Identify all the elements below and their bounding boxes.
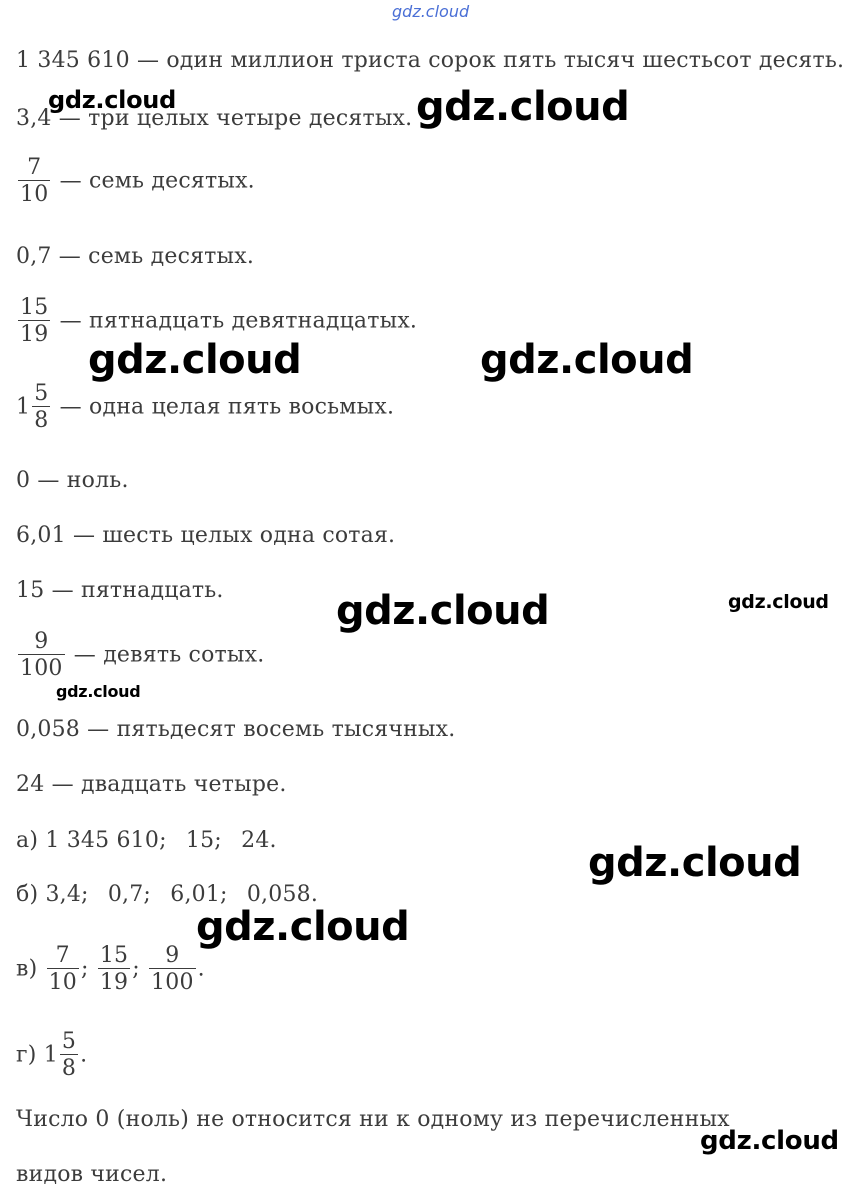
group-label: а) [16,828,39,853]
group-item: 0,7; [107,882,152,907]
watermark: gdz.cloud [196,904,410,950]
numerator: 5 [61,1029,77,1054]
group-label: г) [16,1042,37,1068]
watermark: gdz.cloud [336,588,550,634]
group-label: в) [16,956,38,982]
line-text: — одна целая пять восьмых. [59,394,395,420]
group-item: 3,4; [45,882,89,907]
line-number-3-4: 3,4 — три целых четыре десятых. [16,106,413,131]
denominator: 100 [151,970,194,995]
group-item: 0,058. [246,882,319,907]
fraction [98,944,130,995]
denominator: 10 [20,182,49,207]
numerator: 5 [34,381,49,406]
fraction [47,944,79,995]
group-item: 1 345 610; [45,828,167,853]
fraction [18,630,65,681]
whole-part: 1 [43,1042,58,1068]
denominator: 8 [34,408,49,433]
line-number-15: 15 — пятнадцать. [16,578,224,603]
line-number-0-058: 0,058 — пятьдесят восемь тысячных. [16,717,456,742]
group-label: б) [16,882,39,907]
fraction [18,296,50,347]
group-item: 6,01; [170,882,228,907]
line-mixed-1-5-8 [16,382,394,433]
numerator: 15 [99,943,129,968]
line-text: — девять сотых. [73,642,265,668]
denominator: 100 [20,656,63,681]
fraction [18,156,50,207]
fraction [149,944,196,995]
separator: ; [80,956,89,982]
line-number-0: 0 — ноль. [16,468,129,493]
numerator: 9 [165,943,180,968]
line-number-24: 24 — двадцать четыре. [16,772,287,797]
line-number-1345610: 1 345 610 — один миллион триста сорок пять тысяч шестьсот десять. [16,48,845,73]
numerator: 7 [55,943,70,968]
line-text: — пятнадцать девятнадцатых. [59,308,418,334]
line-text: — семь десятых. [59,168,255,194]
line-number-0-7: 0,7 — семь десятых. [16,244,255,269]
denominator: 19 [20,322,49,347]
watermark: gdz.cloud [88,337,302,383]
group-item: 24. [241,828,277,853]
numerator: 15 [20,295,49,320]
line-fraction-7-10 [16,156,255,207]
watermark: gdz.cloud [48,86,176,114]
numerator: 9 [34,629,49,654]
watermark: gdz.cloud [728,591,829,613]
line-fraction-9-100 [16,630,264,681]
fraction [32,382,50,433]
group-g [16,1030,87,1081]
conclusion-line-2: видов чисел. [16,1162,168,1187]
separator: . [197,956,205,982]
line-fraction-15-19 [16,296,417,347]
numerator: 7 [27,155,42,180]
group-item: 15; [185,828,222,853]
watermark: gdz.cloud [588,840,802,886]
watermark: gdz.cloud [700,1126,839,1156]
conclusion-line-1: Число 0 (ноль) не относится ни к одному из перечисленных [16,1107,730,1132]
denominator: 8 [61,1056,77,1081]
whole-part: 1 [16,394,31,420]
watermark-top: gdz.cloud [392,2,470,21]
denominator: 10 [48,970,77,995]
watermark: gdz.cloud [416,84,630,130]
fraction [60,1030,78,1081]
group-b [16,882,318,908]
line-number-6-01: 6,01 — шесть целых одна сотая. [16,523,396,548]
watermark: gdz.cloud [480,337,694,383]
group-a [16,828,277,854]
terminator: . [80,1042,88,1068]
group-v [16,944,205,995]
separator: ; [132,956,140,982]
denominator: 19 [99,970,129,995]
watermark: gdz.cloud [56,682,141,701]
